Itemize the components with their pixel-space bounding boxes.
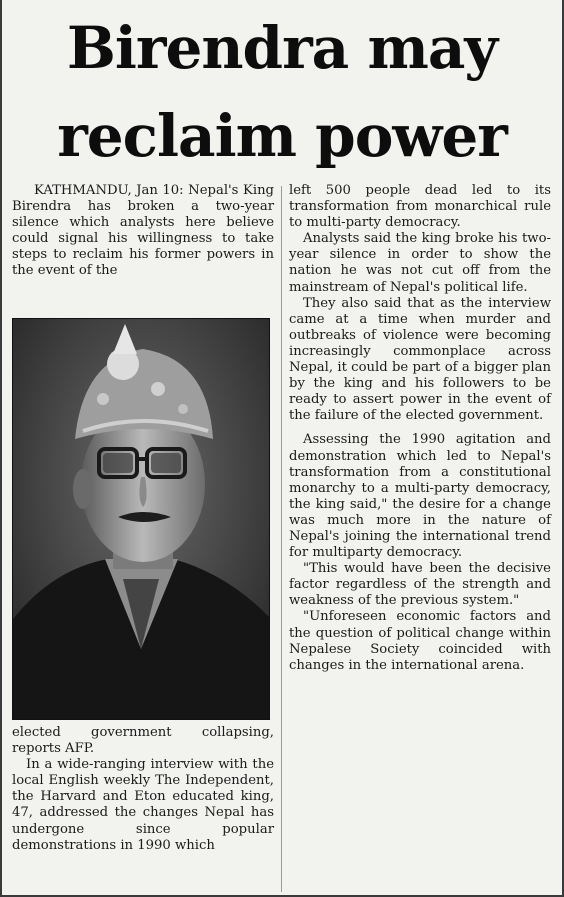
article-paragraph-3: Analysts said the king broke his two-year silence in order to show the nation he was not cut off from the mainstream of Nepal's political life. <box>289 231 551 295</box>
headline-line-1: Birendra may <box>66 14 498 82</box>
portrait-image <box>13 319 270 720</box>
article-paragraph-lead: KATHMANDU, Jan 10: Nepal's King Birendra has broken a two-year silence which analysts here believe could signal his willingness to take steps to reclaim his former powers in the event of the <box>12 183 274 279</box>
article-column-right <box>289 183 551 674</box>
headline <box>2 4 562 180</box>
column-divider <box>281 186 282 892</box>
article-paragraph-7: "Unforeseen economic factors and the question of political change within Nepalese Society coincided with changes in the international arena. <box>289 609 551 673</box>
article-paragraph-6: "This would have been the decisive factor regardless of the strength and weakness of the previous system." <box>289 561 551 609</box>
king-birendra-photo <box>12 318 270 720</box>
article-paragraph-1-continued: elected government collapsing, reports AFP. <box>12 725 274 757</box>
article-paragraph-2: In a wide-ranging interview with the local English weekly The Independent, the Harvard and Eton educated king, 47, addressed the changes Nepal has undergone since popular demonstrations in 1990 which <box>12 757 274 853</box>
article-paragraph-4: They also said that as the interview came at a time when murder and outbreaks of violence were becoming increasingly commonplace across Nepal, it could be part of a bigger plan by the king and his followers to be ready to assert power in the event of the failure of the elected government. <box>289 295 551 424</box>
article-column-left-top <box>12 183 274 280</box>
article-paragraph-5: Assessing the 1990 agitation and demonstration which led to Nepal's transformation from a constitutional monarchy to a multi-party democracy, the king said," the desire for a change was much more in the nature of Nepal's joining the international trend for multiparty democracy. <box>289 432 551 561</box>
headline-line-2: reclaim power <box>57 102 507 170</box>
article-paragraph-2-continued: left 500 people dead led to its transformation from monarchical rule to multi-party democracy. <box>289 183 551 231</box>
article-column-left-bottom <box>12 725 274 854</box>
